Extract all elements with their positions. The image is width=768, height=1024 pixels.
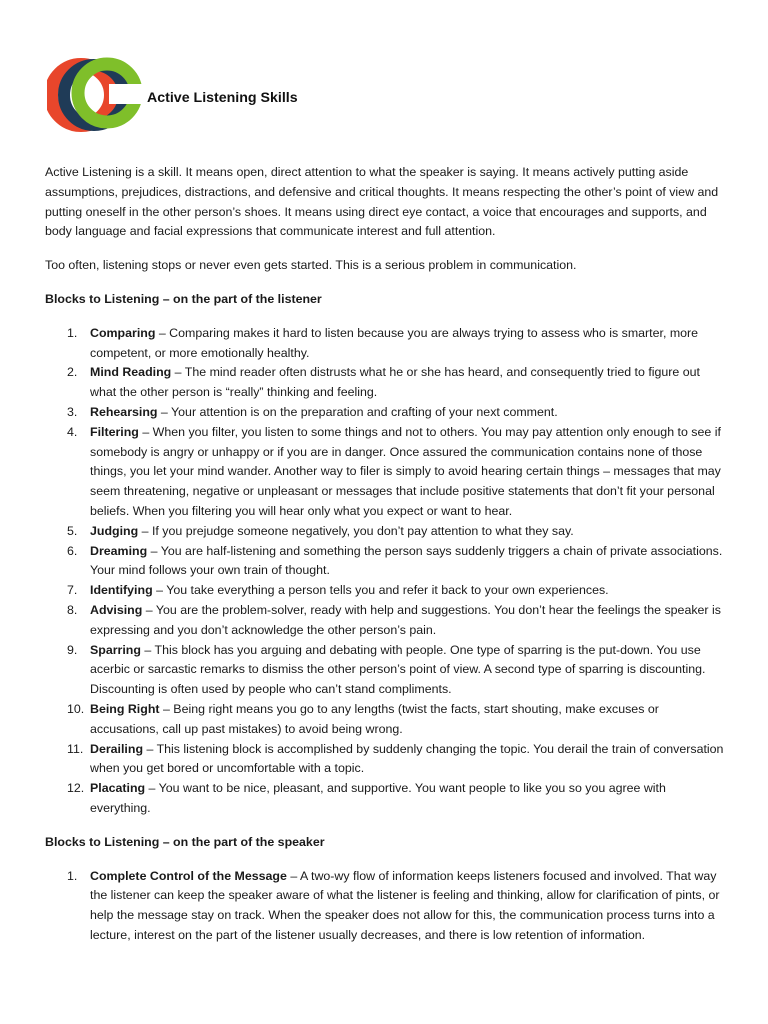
list-item-number: 1. <box>67 325 78 340</box>
intro-paragraph: Active Listening is a skill. It means open, direct attention to what the speaker is saying. It means actively putting aside assumptions, prejudices, distractions, and defensive and critical thoughts. It means respecting the other’s point of view and putting oneself in the other person’s shoes. It means using direct eye contact, a voice that encourages and supports, and body language and facial expressions that communicate interest and full attention. <box>45 165 719 239</box>
list-item-term: Placating <box>90 781 146 796</box>
list-item <box>45 522 725 542</box>
list-item <box>45 867 725 946</box>
list-item-term: Rehearsing <box>90 404 158 419</box>
list-item-number: 6. <box>67 543 78 558</box>
list-item-term: Identifying <box>90 583 153 598</box>
list-item-text: – This block has you arguing and debating with people. One type of sparring is the put-down. You use acerbic or sarcastic remarks to dismiss the other person’s point of view. A second type of sparring is discounting. Discounting is often used by people who can’t stand compliments. <box>90 642 706 697</box>
list-item-number: 11. <box>67 741 84 756</box>
document-header <box>47 56 727 134</box>
list-item-text: – You are half-listening and something the person says suddenly triggers a chain of private associations. Your mind follows your own train of thought. <box>90 543 723 578</box>
speaker-blocks-heading: Blocks to Listening – on the part of the speaker <box>45 834 325 849</box>
list-item-term: Being Right <box>90 701 160 716</box>
list-item-text: – If you prejudge someone negatively, you don’t pay attention to what they say. <box>138 523 574 538</box>
list-item-text: – Comparing makes it hard to listen because you are always trying to assess who is smarter, more competent, or more emotionally healthy. <box>90 325 699 360</box>
document-title: Active Listening Skills <box>147 90 298 106</box>
list-item-term: Comparing <box>90 325 156 340</box>
list-item <box>45 581 725 601</box>
list-item <box>45 700 725 740</box>
list-item-text: – A two-wy flow of information keeps listeners focused and involved. That way the listener can keep the speaker aware of what the listener is feeling and thinking, allow for clarification of pints, or help the message stay on track. When the speaker does not allow for this, the communication process turns into a lecture, interest on the part of the listener usually decreases, and there is low retention of information. <box>90 868 720 942</box>
list-item-term: Derailing <box>90 741 144 756</box>
list-item-text: – This listening block is accomplished by suddenly changing the topic. You derail the train of conversation when you get bored or uncomfortable with a topic. <box>90 741 724 776</box>
list-item-term: Filtering <box>90 424 139 439</box>
list-item <box>45 779 725 819</box>
list-item-term: Judging <box>90 523 139 538</box>
list-item-text: – You are the problem-solver, ready with help and suggestions. You don’t hear the feelings the speaker is expressing and you don’t acknowledge the other person’s pain. <box>90 602 721 637</box>
list-item-number: 9. <box>67 642 78 657</box>
list-item-text: – You take everything a person tells you and refer it back to your own experiences. <box>152 583 609 598</box>
list-item <box>45 363 725 403</box>
speaker-blocks-list <box>45 867 725 946</box>
list-item-number: 8. <box>67 602 78 617</box>
list-item <box>45 601 725 641</box>
list-item-term: Sparring <box>90 642 141 657</box>
document-body <box>45 163 725 960</box>
list-item-number: 10. <box>67 701 85 716</box>
cc-logo-icon <box>47 56 143 134</box>
list-item-number: 4. <box>67 424 78 439</box>
list-item-number: 3. <box>67 404 78 419</box>
list-item <box>45 324 725 364</box>
list-item-term: Complete Control of the Message <box>90 868 287 883</box>
list-item-text: – Being right means you go to any lengths (twist the facts, start shouting, make excuses or accusations, call up past mistakes) to avoid being wrong. <box>90 701 659 736</box>
list-item-text: – Your attention is on the preparation and crafting of your next comment. <box>157 404 558 419</box>
list-item <box>45 403 725 423</box>
list-item <box>45 740 725 780</box>
listener-blocks-heading: Blocks to Listening – on the part of the listener <box>45 291 322 306</box>
list-item-text: – You want to be nice, pleasant, and supportive. You want people to like you so you agree with everything. <box>90 781 666 815</box>
list-item-number: 12. <box>67 781 85 796</box>
list-item <box>45 542 725 582</box>
list-item-number: 1. <box>67 868 78 883</box>
list-item-term: Dreaming <box>90 543 148 558</box>
intro-paragraph: Too often, listening stops or never even gets started. This is a serious problem in communication. <box>45 258 577 273</box>
list-item-term: Advising <box>90 602 143 617</box>
list-item-number: 7. <box>67 583 78 598</box>
list-item-number: 5. <box>67 523 78 538</box>
list-item-number: 2. <box>67 365 78 380</box>
list-item-text: – When you filter, you listen to some things and not to others. You may pay attention only enough to see if somebody is angry or unhappy or if you are in danger. Once assured the communication contains none of those things, you let your mind wander. Another way to filer is simply to avoid hearing certain things – messages that may seem threatening, negative or unpleasant or messages that include positive statements that don’t fit your personal beliefs. When you filtering you will hear only what you expect or want to hear. <box>90 424 721 518</box>
list-item-term: Mind Reading <box>90 365 172 380</box>
list-item <box>45 641 725 700</box>
list-item-text: – The mind reader often distrusts what he or she has heard, and consequently tried to figure out what the other person is “really” thinking and feeling. <box>90 365 700 400</box>
list-item <box>45 423 725 522</box>
listener-blocks-list <box>45 324 725 819</box>
